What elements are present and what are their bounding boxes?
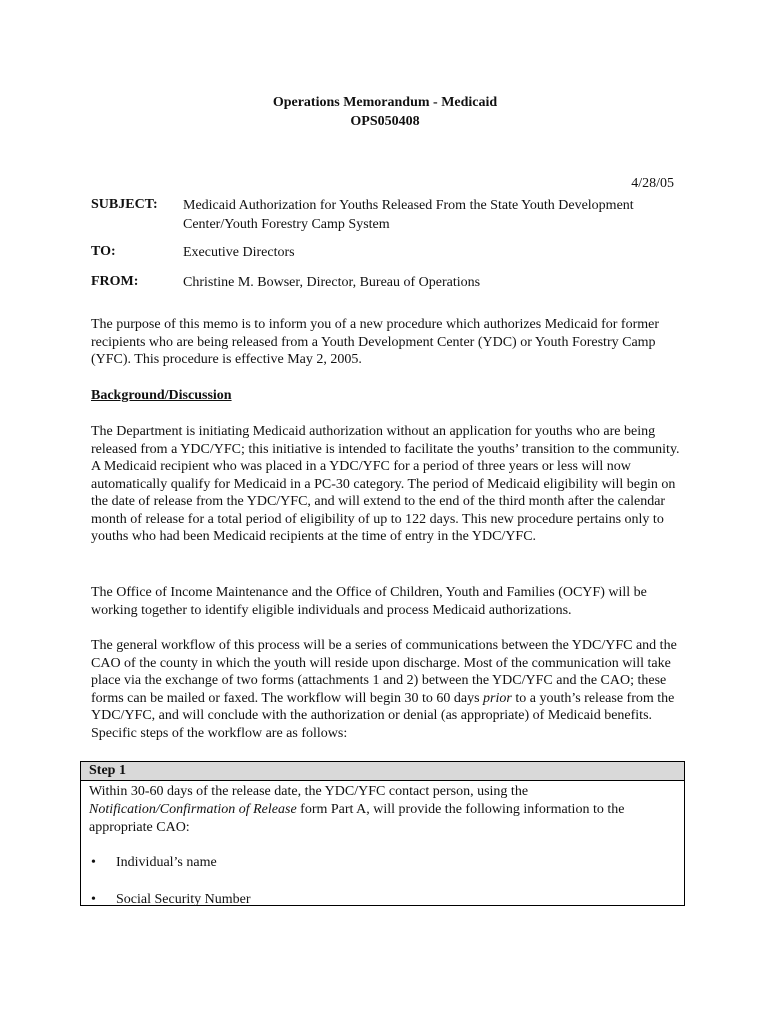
subject-label: SUBJECT:	[91, 197, 158, 212]
subject-value: Medicaid Authorization for Youths Released From the State Youth Development Center/Youth Forestry Camp System	[183, 198, 634, 232]
step-1-text-b: form Part A, will provide the following information to the appropriate CAO:	[89, 802, 625, 835]
workflow-text-b: to a youth’s release from the YDC/YFC, and will conclude with the authorization or denial (as appropriate) of Medicaid benefits. Specific steps of the workflow are as follows:	[91, 690, 675, 741]
purpose-paragraph: The purpose of this memo is to inform you of a new procedure which authorizes Medicaid for former recipients who are being released from a Youth Development Center (YDC) or Youth Forestry Camp (YFC). This procedure is effective May 2, 2005.	[91, 317, 659, 367]
step-1-text	[81, 781, 684, 837]
step-1-text-a: Within 30-60 days of the release date, the YDC/YFC contact person, using the	[89, 784, 529, 799]
step-1-box	[80, 761, 685, 906]
list-item-text: Social Security Number	[116, 892, 251, 907]
step-1-title: Step 1	[81, 762, 684, 781]
memo-number: OPS050408	[350, 114, 420, 129]
memo-title: Operations Memorandum - Medicaid	[272, 95, 498, 110]
memo-header	[0, 93, 770, 131]
workflow-text-emphasis: prior	[483, 690, 512, 706]
background-paragraph-1: The Department is initiating Medicaid authorization without an application for youths who are being released from a YDC/YFC; this initiative is intended to facilitate the youths’ transition to the community. A Medicaid recipient who was placed in a YDC/YFC for a period of three years or less will now automatically qualify for Medicaid in a PC-30 category. The period of Medicaid eligibility will begin on the date of release from the YDC/YFC, and will extend to the end of the third month after the calendar month of release for a total period of eligibility of up to 122 days. This new procedure pertains only to youths who had been Medicaid recipients at the time of entry in the YDC/YFC.	[91, 424, 680, 544]
background-heading: Background/Discussion	[91, 388, 232, 403]
to-value: Executive Directors	[183, 245, 295, 260]
step-1-form-name: Notification/Confirmation of Release	[89, 802, 297, 817]
memo-date: 4/28/05	[631, 176, 674, 191]
from-value: Christine M. Bowser, Director, Bureau of Operations	[183, 275, 481, 290]
workflow-text-a: The general workflow of this process will be a series of communications between the YDC/YFC and the CAO of the county in which the youth will reside upon discharge. Most of the communication will take place via the exchange of two forms (attachments 1 and 2) between the YDC/YFC and the CAO; these forms can be mailed or faxed. The workflow will begin 30 to 60 days	[91, 638, 677, 706]
from-label: FROM:	[91, 274, 139, 289]
bullet-icon: •	[91, 892, 96, 907]
workflow-paragraph	[91, 637, 691, 742]
background-paragraph-2: The Office of Income Maintenance and the Office of Children, Youth and Families (OCYF) will be working together to identify eligible individuals and process Medicaid authorizations.	[91, 585, 647, 618]
list-item-text: Individual’s name	[116, 855, 217, 870]
bullet-icon: •	[91, 855, 96, 870]
to-label: TO:	[91, 244, 116, 259]
